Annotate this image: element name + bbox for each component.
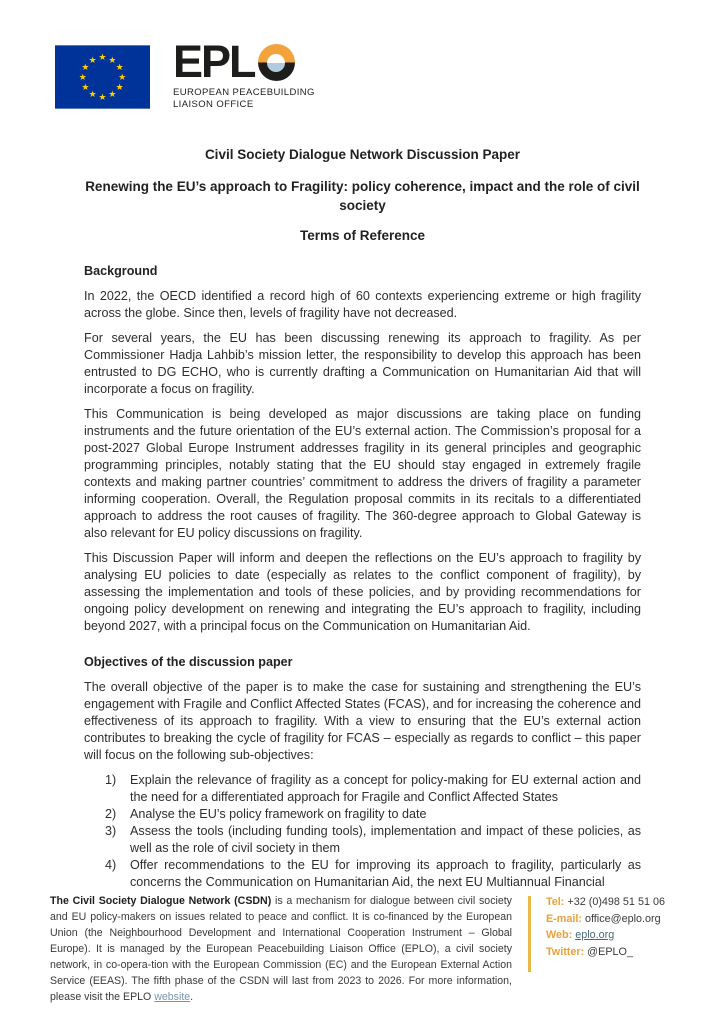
list-item: [84, 806, 641, 823]
email-label: E-mail:: [546, 912, 582, 925]
web-label: Web:: [546, 929, 573, 941]
eu-star-icon: ★: [108, 55, 117, 66]
background-paragraph-4: This Discussion Paper will inform and deepen the reflections on the EU’s approach to fragility by analysing EU policies to date (especially as relates to the conflict component of fragility), by assessing the implementation and tools of these policies, and by providing recommendations for ongoing policy development on renewing and integrating the EU’s approach to fragility, including beyond 2027, with a principal focus on the Communication on Humanitarian Aid.: [84, 551, 641, 633]
csdn-description: [50, 893, 512, 1005]
eplo-org-link[interactable]: eplo.org: [575, 929, 615, 941]
contact-tel: [546, 894, 665, 911]
email-value: office@eplo.org: [582, 912, 661, 925]
eu-star-icon: ★: [88, 90, 97, 101]
background-paragraph-3: This Communication is being developed as major discussions are taking place on funding instruments and the future orientation of the EU’s external action. The Commission’s proposal for a post-2027 Global Europe Instrument addresses fragility in its general principles and geographic programming principles, notably stating that the EU should stay engaged in extremely fragile contexts and making partner countries’ commitment to address the drivers of fragility a parameter informing cooperation. Overall, the Regulation proposal commits in its recitals to a differentiated approach to address the root causes of fragility. The 360-degree approach to Global Gateway is also relevant for EU policy discussions on fragility.: [84, 407, 641, 540]
footer: [50, 893, 675, 1005]
list-item-text: Offer recommendations to the EU for improving its approach to fragility, particularly as concerns the Communication on Humanitarian Aid, the next EU Multiannual Financial: [130, 858, 641, 889]
eu-star-icon: ★: [81, 82, 90, 93]
series-title: Civil Society Dialogue Network Discussion Paper: [204, 147, 521, 162]
background-heading: Background: [84, 264, 158, 278]
eu-star-icon: ★: [98, 53, 107, 64]
contact-block: [546, 894, 665, 960]
background-paragraph-2: For several years, the EU has been discussing renewing its approach to fragility. As per Commissioner Hadja Lahbib’s mission letter, the responsibility to develop this approach has been entrusted to DG ECHO, who is currently drafting a Communication on Humanitarian Aid that will incorporate a focus on fragility.: [84, 331, 641, 396]
eu-star-icon: ★: [98, 92, 107, 103]
eu-star-icon: ★: [115, 82, 124, 93]
eplo-website-link[interactable]: website: [154, 991, 191, 1003]
csdn-description-bold: The Civil Society Dialogue Network (CSDN): [50, 895, 272, 907]
tel-label: Tel:: [546, 896, 565, 908]
twitter-value: @EPLO_: [584, 945, 633, 958]
objectives-list: [84, 772, 641, 891]
csdn-description-text: is a mechanism for dialogue between civil society and EU policy-makers on issues related to peace and conflict. It is co-financed by the European Union (the Neighbourhood Development and International Cooperation Instrument – Global Europe). It is managed by the European Peacebuilding Liaison Office (EPLO), a civil society network, in co-opera-tion with the European Commission (EC) and the European External Action Service (EEAS). The fifth phase of the CSDN will last from 2023 to 2026. For more information, please visit the EPLO: [50, 895, 512, 1003]
eplo-letters: EPL: [173, 36, 255, 87]
eplo-logo: [173, 36, 315, 111]
eplo-subtitle-line2: LIAISON OFFICE: [173, 99, 254, 110]
list-item-number: 3): [105, 824, 117, 838]
list-item: [84, 772, 641, 806]
eu-star-icon: ★: [115, 63, 124, 74]
contact-email: [546, 911, 665, 928]
footer-divider-bar: [528, 896, 531, 972]
document-content: [84, 146, 641, 891]
contact-twitter: [546, 944, 665, 961]
eu-star-icon: ★: [108, 90, 117, 101]
objectives-intro: The overall objective of the paper is to make the case for sustaining and strengthening the EU’s engagement with Fragile and Conflict Affected States (FCAS), and for increasing the coherence and effectiveness of its approach to fragility. With a view to ensuring that the EU’s external action contributes to breaking the cycle of fragility for FCAS – especially as regards to conflict – this paper will focus on the following sub-objectives:: [84, 680, 641, 762]
twitter-label: Twitter:: [546, 945, 585, 958]
list-item-text: Explain the relevance of fragility as a concept for policy-making for EU external action and the need for a differentiated approach for Fragile and Conflict Affected States: [130, 773, 641, 804]
eu-star-icon: ★: [118, 72, 127, 83]
list-item-text: Assess the tools (including funding tools), implementation and impact of these policies, as well as the role of civil society in them: [130, 824, 641, 855]
header: [55, 36, 315, 111]
background-paragraph-1: In 2022, the OECD identified a record high of 60 contexts experiencing extreme or high fragility across the globe. Since then, levels of fragility have not decreased.: [84, 289, 641, 320]
eu-flag-icon: [55, 45, 150, 109]
eplo-o-icon: [258, 44, 295, 81]
eu-star-icon: ★: [81, 63, 90, 74]
eplo-o-inner: [267, 54, 285, 72]
list-item: [84, 823, 641, 857]
paper-title: Renewing the EU’s approach to Fragility: policy coherence, impact and the role of civil society: [85, 179, 640, 213]
eu-star-icon: ★: [78, 72, 87, 83]
eplo-subtitle-line1: EUROPEAN PEACEBUILDING: [173, 87, 315, 98]
list-item-number: 2): [105, 807, 117, 821]
eplo-wordmark: [173, 36, 315, 87]
tel-value: +32 (0)498 51 51 06: [564, 896, 665, 908]
eu-star-icon: ★: [88, 55, 97, 66]
list-item-text: Analyse the EU’s policy framework on fragility to date: [130, 807, 427, 821]
terms-of-reference-title: Terms of Reference: [299, 228, 426, 243]
list-item: [84, 857, 641, 891]
list-item-number: 4): [105, 858, 117, 872]
list-item-number: 1): [105, 773, 117, 787]
csdn-description-suffix: .: [190, 991, 194, 1003]
eplo-subtitle: [173, 87, 315, 111]
contact-web: [546, 927, 665, 944]
objectives-heading: Objectives of the discussion paper: [84, 655, 293, 669]
